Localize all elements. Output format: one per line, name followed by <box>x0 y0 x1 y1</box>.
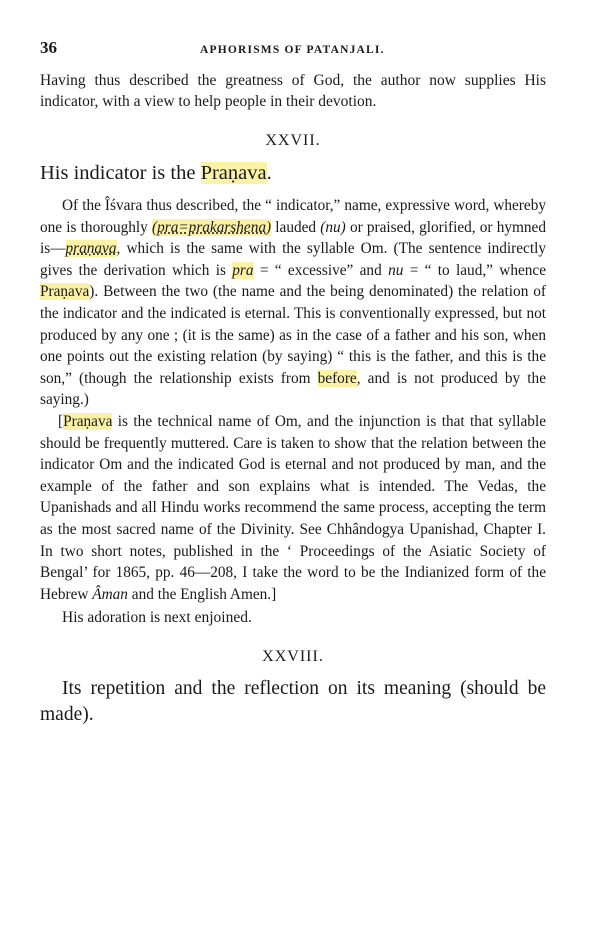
bracket-open: [ <box>58 412 64 430</box>
running-head: APHORISMS OF PATANJALI. <box>200 44 385 56</box>
commentary-text: Of the Îśvara thus described, the “ indicator,” name, expressive word, whereby one is thoroughly <box>40 197 546 236</box>
commentary-paragraph-1 <box>40 195 546 411</box>
sutra-28-numeral: XXVIII. <box>262 648 324 666</box>
sutra-27-aphorism <box>40 160 546 186</box>
page-header <box>40 38 546 58</box>
before-highlight: before <box>317 369 357 387</box>
commentary-text: ). Between the two (the name and the being denominated) the relation of the indicator and the indicated is eternal. This is conventionally expressed, but not produced by any one ; (it is the same) as in the case of a father and his son, when one points out the existing relation (by saying) “ this is the father, and this is the son,” (though the relationship exists from <box>40 283 546 387</box>
commentary-text: , and is not produced by the saying.) <box>40 369 546 409</box>
commentary-text: = “ to laud,” whence <box>403 261 546 279</box>
commentary-paragraph-2 <box>40 411 546 605</box>
etymology-nu: (nu) <box>320 218 346 236</box>
aphorism-text: His indicator is the <box>40 162 201 184</box>
book-page <box>40 38 546 728</box>
adoration-line: His adoration is next enjoined. <box>62 609 252 627</box>
aman-term: Âman <box>92 585 128 603</box>
nu-term: nu <box>388 261 404 279</box>
commentary-text: is the technical name of Om, and the injunction is that that syllable should be frequently muttered. Care is taken to show that the relation between the indicator Om and the indicated God is eternal and not produced by man, and the example of the father and son explains what is intended. The Vedas, the Upanishads and all Hindu works recommend the same process, accepting the term as the most sacred name of the Divinity. See Chhândogya Upanishad, Chapter I. In two short notes, published in the ‘ Proceedings of the Asiatic Society of Bengal’ for 1865, pp. 46—208, I take the word to be the Indianized form of the Hebrew <box>40 412 546 603</box>
commentary-text: or praised, glorified, or hymned is— <box>40 218 546 258</box>
page-number: 36 <box>40 38 57 57</box>
sutra-28-aphorism: Its repetition and the reflection on its meaning (should be made). <box>40 678 546 726</box>
etymology-highlight: (pra=prakarshena) <box>152 218 272 236</box>
commentary-text: and the English Amen.] <box>127 585 277 603</box>
commentary-text: lauded <box>271 218 321 236</box>
commentary-text: , which is the same with the syllable Om. (The sentence indirectly gives the derivation which is <box>40 240 546 279</box>
pra-highlight: pra <box>232 261 254 279</box>
pranava-term-highlight: Praṇava <box>200 162 267 184</box>
commentary-text: = “ excessive” and <box>253 261 389 279</box>
pranava-italic-highlight: praṇava <box>65 240 117 258</box>
pranava-highlight: Praṇava <box>63 412 113 430</box>
sutra-27-numeral: XXVII. <box>265 132 321 149</box>
pranava-highlight: Praṇava <box>40 283 90 301</box>
aphorism-period: . <box>266 162 272 184</box>
intro-paragraph: Having thus described the greatness of God, the author now supplies His indicator, with a view to help people in their devotion. <box>40 72 546 110</box>
